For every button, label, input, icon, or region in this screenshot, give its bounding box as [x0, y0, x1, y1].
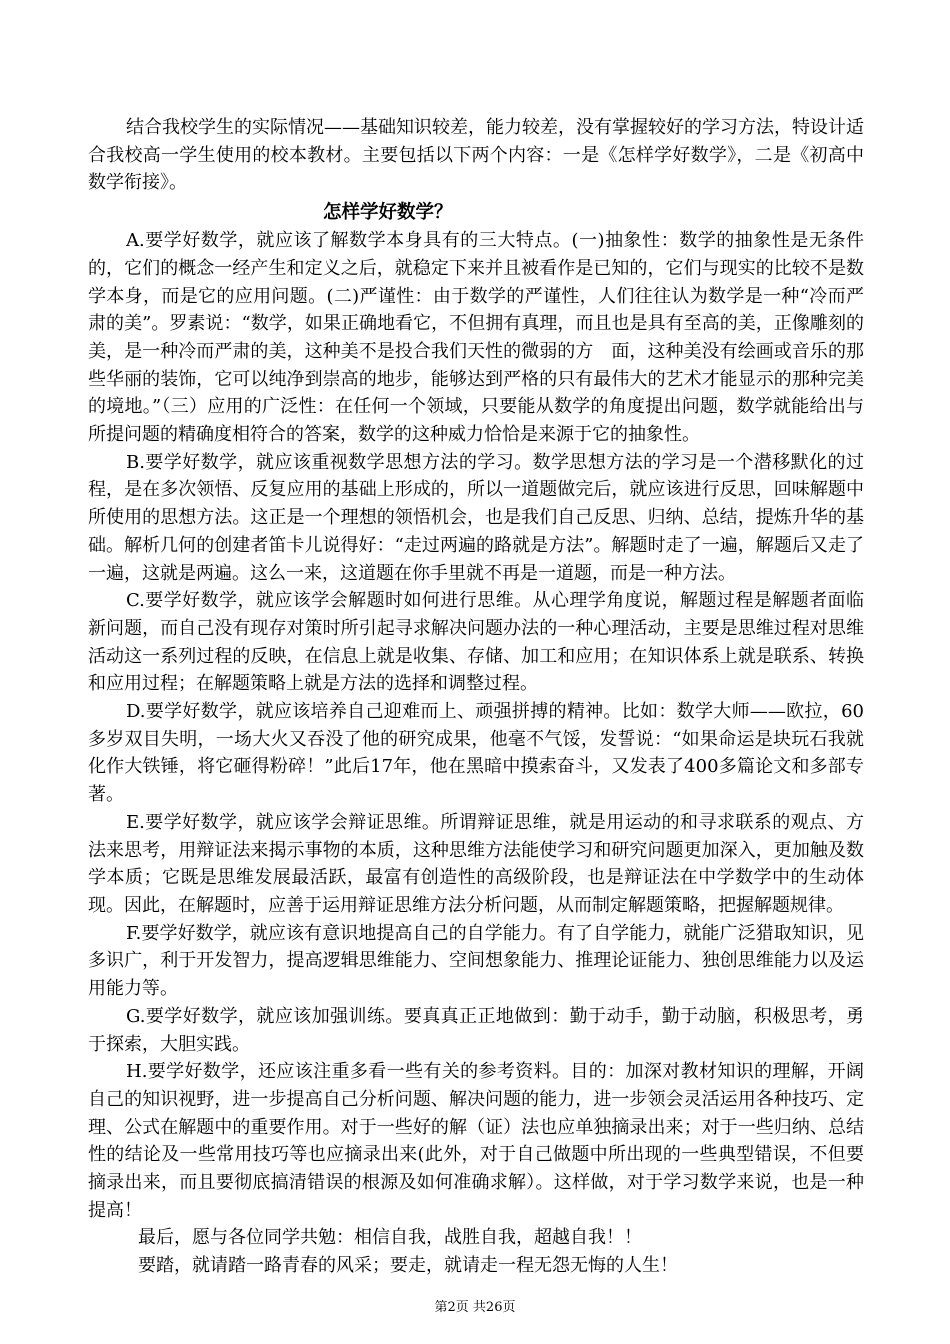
intro-paragraph: 结合我校学生的实际情况——基础知识较差，能力较差，没有掌握较好的学习方法，特设计适合我校高一学生使用的校本教材。主要包括以下两个内容：一是《怎样学好数学》，二是《初高中数学衔接》。	[88, 117, 864, 194]
paragraph-f: F.要学好数学，就应该有意识地提高自己的自学能力。有了自学能力，就能广泛猎取知识，见多识广，利于开发智力，提高逻辑思维能力、空间想象能力、推理论证能力、独创思维能力以及运用能力等。	[88, 922, 864, 1000]
paragraph-d: D.要学好数学，就应该培养自己迎难而上、顽强拼搏的精神。比如：数学大师——欧拉，60多岁双目失明，一场大火又吞没了他的研究成果，他毫不气馁，发誓说：“如果命运是块玩石我就化作大铁锤，将它砸得粉碎！”此后17年，他在黑暗中摸索奋斗，又发表了400多篇论文和多部专著。	[88, 701, 864, 806]
section-title: 怎样学好数学？	[323, 202, 453, 224]
paragraph-c: C.要学好数学，就应该学会解题时如何进行思维。从心理学角度说，解题过程是解题者面临新问题，而自己没有现存对策时所引起寻求解决问题办法的一种心理活动，主要是思维过程对思维活动这一系列过程的反映，在信息上就是收集、存储、加工和应用；在知识体系上就是联系、转换和应用过程；在解题策略上就是方法的选择和调整过程。	[88, 590, 864, 695]
paragraph-a: A.要学好数学，就应该了解数学本身具有的三大特点。(一)抽象性：数学的抽象性是无条件的，它们的概念一经产生和定义之后，就稳定下来并且被看作是已知的，它们与现实的比较不是数学本身，而是它的应用问题。(二)严谨性：由于数学的严谨性，人们往往认为数学是一种“冷而严肃的美”。罗素说：“数学，如果正确地看它，不但拥有真理，而且也是具有至高的美，正像雕刻的美，是一种冷而严肃的美，这种美不是投合我们天性的微弱的方 面，这种美没有绘画或音乐的那些华丽的装饰，它可以纯净到崇高的地步，能够达到严格的只有最伟大的艺术才能显示的那种完美的境地。”（三）应用的广泛性：在任何一个领域，只要能从数学的角度提出问题，数学就能给出与所提问题的精确度相符合的答案，数学的这种威力恰恰是来源于它的抽象性。	[88, 230, 864, 446]
paragraph-h: H.要学好数学，还应该注重多看一些有关的参考资料。目的：加深对教材知识的理解，开阔自己的知识视野，进一步提高自己分析问题、解决问题的能力，进一步领会灵活运用各种技巧、定理、公式在解题中的重要作用。对于一些好的解（证）法也应单独摘录出来；对于一些归纳、总结性的结论及一些常用技巧等也应摘录出来(此外，对于自己做题中所出现的一些典型错误，不但要摘录出来，而且要彻底搞清错误的根源及如何准确求解）。这样做，对于学习数学来说，也是一种提高！	[88, 1061, 864, 1221]
closing-line-1: 最后，愿与各位同学共勉：相信自我，战胜自我，超越自我！！	[138, 1227, 642, 1249]
paragraph-b: B.要学好数学，就应该重视数学思想方法的学习。数学思想方法的学习是一个潜移默化的过程，是在多次领悟、反复应用的基础上形成的，所以一道题做完后，就应该进行反思，回味解题中所使用的思想方法。这正是一个理想的领悟机会，也是我们自己反思、归纳、总结，提炼升华的基础。解析几何的创建者笛卡儿说得好：“走过两遍的路就是方法”。解题时走了一遍，解题后又走了一遍，这就是两遍。这么一来，这道题在你手里就不再是一道题，而是一种方法。	[88, 451, 864, 584]
page-footer: 第2页 共26页	[434, 1300, 516, 1315]
closing-line-2: 要踏，就请踏一路青春的风采；要走，就请走一程无怨无悔的人生！	[138, 1255, 678, 1277]
paragraph-e: E.要学好数学，就应该学会辩证思维。所谓辩证思维，就是用运动的和寻求联系的观点、方法来思考，用辩证法来揭示事物的本质，这种思维方法能使学习和研究问题更加深入，更加触及数学本质；它既是思维发展最活跃，最富有创造性的高级阶段，也是辩证法在中学数学中的生动体现。因此，在解题时，应善于运用辩证思维方法分析问题，从而制定解题策略，把握解题规律。	[88, 811, 864, 916]
paragraph-g: G.要学好数学，就应该加强训练。要真真正正地做到：勤于动手，勤于动脑，积极思考，勇于探索，大胆实践。	[88, 1005, 864, 1055]
document-page	[88, 114, 864, 1280]
